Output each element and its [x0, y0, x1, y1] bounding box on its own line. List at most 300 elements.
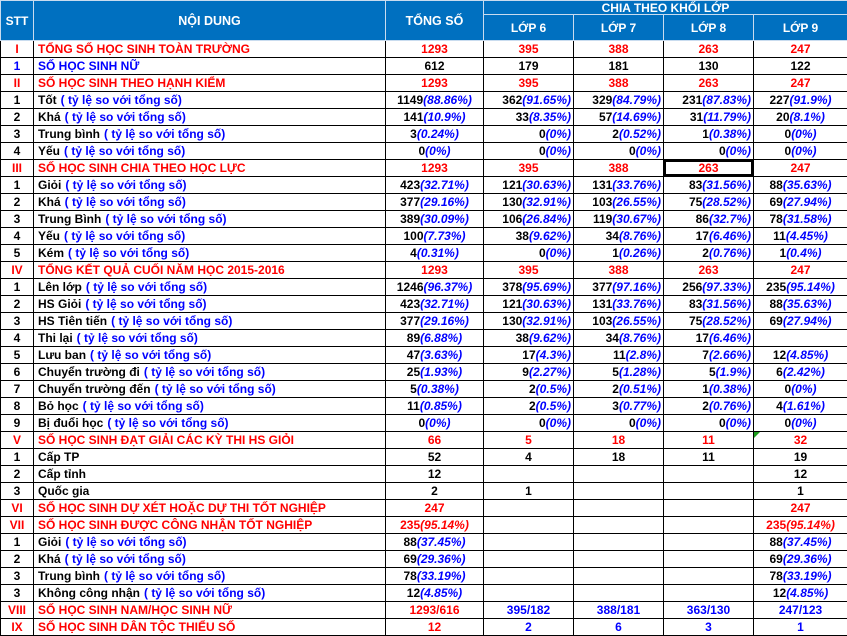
value-cell-grade-6[interactable]: 395	[484, 41, 574, 58]
row-number-cell[interactable]: 1	[1, 58, 34, 75]
value-cell-total[interactable]	[386, 143, 484, 160]
row-number-cell[interactable]: VIII	[1, 602, 34, 619]
value-cell-total[interactable]	[386, 228, 484, 245]
value-cell-grade-9[interactable]: 19	[754, 449, 847, 466]
row-label-cell[interactable]	[34, 432, 386, 449]
value-cell-grade-8[interactable]	[664, 245, 754, 262]
row-number-cell[interactable]: 1	[1, 449, 34, 466]
value-cell-grade-7[interactable]	[574, 211, 664, 228]
header-grade-9[interactable]: LỚP 9	[754, 15, 847, 41]
row-number-cell[interactable]: 1	[1, 279, 34, 296]
row-number-cell[interactable]: IX	[1, 619, 34, 636]
value-cell-grade-8[interactable]	[664, 347, 754, 364]
value-cell-grade-9[interactable]: 247	[754, 500, 847, 517]
table-row	[1, 585, 847, 602]
row-label-cell[interactable]	[34, 347, 386, 364]
value-cell-total[interactable]	[386, 347, 484, 364]
value-cell-grade-7[interactable]: 18	[574, 449, 664, 466]
value-cell-grade-8[interactable]	[664, 109, 754, 126]
value-cell-grade-6[interactable]	[484, 109, 574, 126]
row-number-cell[interactable]: 3	[1, 313, 34, 330]
value-cell-grade-8[interactable]: 130	[664, 58, 754, 75]
row-label-cell[interactable]	[34, 568, 386, 585]
table-row	[1, 126, 847, 143]
row-number-cell[interactable]: 3	[1, 585, 34, 602]
row-label-cell[interactable]	[34, 296, 386, 313]
row-label-cell[interactable]	[34, 160, 386, 177]
value-cell-grade-9[interactable]: 247/123	[754, 602, 847, 619]
count-value: 78	[403, 569, 417, 583]
count-value: 131	[592, 178, 613, 192]
value-cell-total[interactable]: 2	[386, 483, 484, 500]
value-cell-grade-7[interactable]	[574, 364, 664, 381]
value-cell-grade-9[interactable]	[754, 585, 847, 602]
value-cell-grade-9[interactable]	[754, 228, 847, 245]
row-label: Cấp TP	[38, 450, 80, 464]
value-cell-grade-8[interactable]	[664, 228, 754, 245]
row-label-cell[interactable]	[34, 279, 386, 296]
table-row	[1, 466, 847, 483]
value-cell-grade-7[interactable]	[574, 517, 664, 534]
value-cell-grade-8[interactable]: 263	[664, 262, 754, 279]
value-cell-total[interactable]	[386, 381, 484, 398]
value-cell-grade-9[interactable]	[754, 347, 847, 364]
value-cell-total[interactable]	[386, 92, 484, 109]
value-cell-grade-9[interactable]	[754, 92, 847, 109]
value-cell-grade-9[interactable]: 247	[754, 160, 847, 177]
value-cell-grade-6[interactable]	[484, 92, 574, 109]
table-row	[1, 602, 847, 619]
count-value: 11	[407, 399, 420, 413]
value-cell-grade-7[interactable]	[574, 330, 664, 347]
row-label-cell[interactable]	[34, 228, 386, 245]
count-value: 235	[766, 518, 787, 532]
row-number-cell[interactable]: 5	[1, 245, 34, 262]
value-cell-total[interactable]	[386, 585, 484, 602]
value-cell-grade-9[interactable]	[754, 177, 847, 194]
value-cell-total[interactable]	[386, 109, 484, 126]
row-number-cell[interactable]: IV	[1, 262, 34, 279]
row-label-cell[interactable]	[34, 381, 386, 398]
value-cell-grade-6[interactable]: 5	[484, 432, 574, 449]
row-number-cell[interactable]: 2	[1, 551, 34, 568]
count-value: 12	[406, 586, 421, 600]
value-cell-grade-7[interactable]	[574, 245, 664, 262]
value-cell-grade-8[interactable]	[664, 211, 754, 228]
value-cell-grade-9[interactable]	[754, 194, 847, 211]
value-cell-total[interactable]	[386, 126, 484, 143]
value-cell-total[interactable]	[386, 534, 484, 551]
row-label-cell[interactable]	[34, 534, 386, 551]
value-cell-total[interactable]	[386, 177, 484, 194]
value-cell-total[interactable]	[386, 211, 484, 228]
percent-value: (31.56%)	[702, 297, 751, 311]
value-cell-grade-8[interactable]: 263	[664, 41, 754, 58]
row-label-cell[interactable]	[34, 619, 386, 636]
value-cell-grade-7[interactable]	[574, 143, 664, 160]
value-cell-grade-6[interactable]	[484, 211, 574, 228]
row-label-cell[interactable]	[34, 415, 386, 432]
rate-note: ( tỷ lệ so với tổng số)	[65, 535, 187, 549]
value-cell-total[interactable]	[386, 245, 484, 262]
value-cell-grade-9[interactable]	[754, 143, 847, 160]
row-label-cell[interactable]	[34, 483, 386, 500]
value-cell-grade-9[interactable]	[754, 279, 847, 296]
value-cell-total[interactable]	[386, 296, 484, 313]
row-label-cell[interactable]	[34, 75, 386, 92]
value-cell-grade-7[interactable]	[574, 483, 664, 500]
percent-value: (0%)	[635, 416, 661, 430]
value-cell-grade-9[interactable]: 1	[754, 483, 847, 500]
row-label-cell[interactable]	[34, 177, 386, 194]
value-cell-grade-8[interactable]	[664, 551, 754, 568]
value-cell-grade-8[interactable]	[664, 143, 754, 160]
value-cell-total[interactable]	[386, 398, 484, 415]
value-cell-total[interactable]	[386, 415, 484, 432]
header-stt[interactable]: STT	[1, 1, 34, 41]
row-label-cell[interactable]	[34, 109, 386, 126]
value-cell-total[interactable]: 612	[386, 58, 484, 75]
header-content[interactable]: NỘI DUNG	[34, 1, 386, 41]
value-cell-total[interactable]	[386, 313, 484, 330]
row-label-cell[interactable]	[34, 449, 386, 466]
percent-value: (97.33%)	[702, 280, 751, 294]
value-cell-grade-8[interactable]	[664, 330, 754, 347]
row-number-cell[interactable]: VII	[1, 517, 34, 534]
row-label-cell[interactable]	[34, 126, 386, 143]
row-label-cell[interactable]	[34, 262, 386, 279]
value-cell-grade-6[interactable]: 395	[484, 262, 574, 279]
row-label-cell[interactable]	[34, 398, 386, 415]
table-row	[1, 432, 847, 449]
value-cell-grade-8[interactable]	[664, 466, 754, 483]
value-cell-grade-6[interactable]	[484, 585, 574, 602]
value-cell-grade-7[interactable]	[574, 313, 664, 330]
value-cell-grade-7[interactable]	[574, 347, 664, 364]
value-cell-grade-6[interactable]	[484, 143, 574, 160]
value-cell-grade-6[interactable]	[484, 568, 574, 585]
row-number-cell[interactable]: 1	[1, 177, 34, 194]
value-cell-total[interactable]	[386, 330, 484, 347]
row-number-cell[interactable]: 9	[1, 415, 34, 432]
value-cell-grade-6[interactable]	[484, 177, 574, 194]
value-cell-grade-7[interactable]: 388	[574, 41, 664, 58]
percent-value: (0.52%)	[618, 127, 661, 141]
value-cell-grade-8[interactable]	[664, 296, 754, 313]
row-label-cell[interactable]	[34, 41, 386, 58]
value-cell-grade-8[interactable]	[664, 381, 754, 398]
value-cell-grade-7[interactable]	[574, 398, 664, 415]
value-cell-grade-9[interactable]: 32	[754, 432, 847, 449]
value-cell-grade-9[interactable]	[754, 415, 847, 432]
value-cell-grade-6[interactable]	[484, 194, 574, 211]
row-label: TỔNG SỐ HỌC SINH TOÀN TRƯỜNG	[38, 42, 250, 56]
row-label-cell[interactable]	[34, 194, 386, 211]
row-number-cell[interactable]: 7	[1, 381, 34, 398]
value-cell-grade-8[interactable]: 11	[664, 432, 754, 449]
value-cell-grade-6[interactable]	[484, 415, 574, 432]
value-cell-grade-7[interactable]	[574, 109, 664, 126]
row-label-cell[interactable]	[34, 500, 386, 517]
count-value: 88	[769, 178, 783, 192]
percent-value: (95.69%)	[522, 280, 571, 294]
value-cell-grade-7[interactable]: 388	[574, 262, 664, 279]
row-label-cell[interactable]	[34, 92, 386, 109]
count-value: 0	[718, 416, 726, 430]
value-cell-grade-9[interactable]: 122	[754, 58, 847, 75]
row-number-cell[interactable]: 5	[1, 347, 34, 364]
count-value: 89	[406, 331, 421, 345]
count-value: 69	[769, 195, 783, 209]
value-cell-grade-8[interactable]	[664, 517, 754, 534]
value-cell-grade-6[interactable]	[484, 296, 574, 313]
value-cell-grade-9[interactable]	[754, 126, 847, 143]
value-cell-total[interactable]	[386, 568, 484, 585]
value-cell-grade-9[interactable]: 12	[754, 466, 847, 483]
value-cell-grade-6[interactable]	[484, 517, 574, 534]
value-cell-grade-7[interactable]	[574, 585, 664, 602]
value-cell-grade-6[interactable]: 179	[484, 58, 574, 75]
row-label-cell[interactable]	[34, 551, 386, 568]
value-cell-grade-9[interactable]	[754, 211, 847, 228]
row-number-cell[interactable]: I	[1, 41, 34, 58]
value-cell-total[interactable]	[386, 517, 484, 534]
value-cell-grade-6[interactable]	[484, 347, 574, 364]
percent-value: (30.63%)	[522, 178, 571, 192]
row-number-cell[interactable]: 2	[1, 194, 34, 211]
value-cell-grade-6[interactable]	[484, 228, 574, 245]
value-cell-grade-7[interactable]	[574, 568, 664, 585]
row-number-cell[interactable]: 2	[1, 466, 34, 483]
row-label: Giỏi	[38, 178, 62, 192]
count-value: 69	[403, 552, 417, 566]
value-cell-grade-8[interactable]	[664, 194, 754, 211]
value-cell-grade-8[interactable]	[664, 585, 754, 602]
value-cell-grade-8[interactable]: 263	[664, 160, 754, 177]
value-cell-grade-7[interactable]: 6	[574, 619, 664, 636]
value-cell-grade-8[interactable]	[664, 568, 754, 585]
row-label: SỐ HỌC SINH ĐƯỢC CÔNG NHẬN TỐT NGHIỆP	[38, 518, 313, 532]
value-cell-grade-6[interactable]: 395	[484, 160, 574, 177]
row-number-cell[interactable]: 6	[1, 364, 34, 381]
value-cell-grade-9[interactable]: 1	[754, 619, 847, 636]
count-value: 2	[528, 399, 536, 413]
value-cell-grade-7[interactable]: 388/181	[574, 602, 664, 619]
value-cell-grade-6[interactable]	[484, 313, 574, 330]
value-cell-total[interactable]	[386, 279, 484, 296]
value-cell-grade-9[interactable]	[754, 534, 847, 551]
value-cell-grade-7[interactable]	[574, 466, 664, 483]
value-cell-grade-8[interactable]	[664, 534, 754, 551]
header-grade-8[interactable]: LỚP 8	[664, 15, 754, 41]
value-cell-grade-9[interactable]: 247	[754, 262, 847, 279]
header-total[interactable]: TỔNG SỐ	[386, 1, 484, 41]
percent-value: (2.27%)	[528, 365, 571, 379]
row-number-cell[interactable]: 3	[1, 483, 34, 500]
value-cell-grade-8[interactable]	[664, 177, 754, 194]
rate-note: ( tỷ lệ so với tổng số)	[64, 552, 186, 566]
value-cell-grade-6[interactable]	[484, 398, 574, 415]
value-cell-grade-6[interactable]: 4	[484, 449, 574, 466]
value-cell-grade-8[interactable]	[664, 415, 754, 432]
row-number-cell[interactable]: 3	[1, 211, 34, 228]
rate-note: ( tỷ lệ so với tổng số)	[68, 246, 190, 260]
count-value: 235	[400, 518, 421, 532]
row-number-cell[interactable]: 3	[1, 126, 34, 143]
value-cell-grade-7[interactable]: 388	[574, 160, 664, 177]
row-number-cell[interactable]: 8	[1, 398, 34, 415]
row-label: Trung bình	[38, 127, 100, 141]
value-cell-grade-8[interactable]	[664, 398, 754, 415]
row-label: Yếu	[38, 144, 61, 158]
percent-value: (0.5%)	[535, 382, 571, 396]
count-value: 78	[769, 569, 783, 583]
value-cell-total[interactable]: 12	[386, 466, 484, 483]
row-label: SỐ HỌC SINH THEO HẠNH KIỂM	[38, 76, 226, 90]
row-number-cell[interactable]: II	[1, 75, 34, 92]
value-cell-grade-9[interactable]	[754, 517, 847, 534]
value-cell-total[interactable]: 1293/616	[386, 602, 484, 619]
value-cell-grade-6[interactable]	[484, 534, 574, 551]
value-cell-grade-8[interactable]	[664, 92, 754, 109]
value-cell-total[interactable]: 1293	[386, 160, 484, 177]
value-cell-total[interactable]: 66	[386, 432, 484, 449]
value-cell-grade-7[interactable]	[574, 381, 664, 398]
header-grade-group[interactable]: CHIA THEO KHỐI LỚP	[484, 1, 847, 15]
row-label-cell[interactable]	[34, 585, 386, 602]
row-label-cell[interactable]	[34, 466, 386, 483]
value-cell-grade-9[interactable]	[754, 330, 847, 347]
value-cell-grade-7[interactable]	[574, 279, 664, 296]
value-cell-total[interactable]: 1293	[386, 75, 484, 92]
percent-value: (28.52%)	[702, 314, 751, 328]
value-cell-total[interactable]: 247	[386, 500, 484, 517]
value-cell-grade-7[interactable]	[574, 228, 664, 245]
value-cell-grade-7[interactable]	[574, 92, 664, 109]
value-cell-grade-9[interactable]	[754, 245, 847, 262]
value-cell-grade-8[interactable]: 3	[664, 619, 754, 636]
value-cell-grade-8[interactable]	[664, 483, 754, 500]
value-cell-grade-8[interactable]	[664, 500, 754, 517]
value-cell-grade-9[interactable]: 247	[754, 75, 847, 92]
row-label-cell[interactable]	[34, 143, 386, 160]
value-cell-grade-9[interactable]	[754, 296, 847, 313]
percent-value: (3.63%)	[420, 348, 463, 362]
value-cell-grade-8[interactable]: 263	[664, 75, 754, 92]
value-cell-total[interactable]: 52	[386, 449, 484, 466]
value-cell-grade-7[interactable]	[574, 534, 664, 551]
value-cell-total[interactable]: 12	[386, 619, 484, 636]
value-cell-grade-9[interactable]	[754, 568, 847, 585]
row-number-cell[interactable]: 4	[1, 228, 34, 245]
value-cell-grade-7[interactable]	[574, 500, 664, 517]
row-number-cell[interactable]: 1	[1, 92, 34, 109]
value-cell-grade-8[interactable]: 11	[664, 449, 754, 466]
value-cell-total[interactable]	[386, 364, 484, 381]
value-cell-grade-8[interactable]	[664, 364, 754, 381]
value-cell-grade-8[interactable]	[664, 313, 754, 330]
value-cell-grade-6[interactable]	[484, 500, 574, 517]
header-grade-6[interactable]: LỚP 6	[484, 15, 574, 41]
row-number-cell[interactable]: 1	[1, 534, 34, 551]
value-cell-grade-6[interactable]	[484, 466, 574, 483]
value-cell-grade-9[interactable]	[754, 313, 847, 330]
percent-value: (1.61%)	[782, 399, 825, 413]
row-label-cell[interactable]	[34, 602, 386, 619]
row-number-cell[interactable]: V	[1, 432, 34, 449]
row-label-cell[interactable]	[34, 517, 386, 534]
value-cell-grade-6[interactable]: 2	[484, 619, 574, 636]
value-cell-grade-9[interactable]	[754, 398, 847, 415]
value-cell-grade-7[interactable]	[574, 177, 664, 194]
value-cell-grade-8[interactable]	[664, 126, 754, 143]
value-cell-grade-7[interactable]	[574, 296, 664, 313]
row-number-cell[interactable]: III	[1, 160, 34, 177]
value-cell-grade-6[interactable]	[484, 126, 574, 143]
count-value: 329	[592, 93, 613, 107]
row-label: Giỏi	[38, 535, 62, 549]
value-cell-total[interactable]: 1293	[386, 41, 484, 58]
value-cell-grade-6[interactable]	[484, 381, 574, 398]
row-label-cell[interactable]	[34, 364, 386, 381]
value-cell-grade-6[interactable]	[484, 279, 574, 296]
row-label-cell[interactable]	[34, 245, 386, 262]
value-cell-total[interactable]: 1293	[386, 262, 484, 279]
value-cell-grade-9[interactable]	[754, 109, 847, 126]
value-cell-grade-7[interactable]	[574, 126, 664, 143]
value-cell-grade-8[interactable]	[664, 279, 754, 296]
row-number-cell[interactable]: 3	[1, 568, 34, 585]
value-cell-grade-7[interactable]	[574, 194, 664, 211]
value-cell-grade-6[interactable]: 1	[484, 483, 574, 500]
value-cell-grade-9[interactable]: 247	[754, 41, 847, 58]
row-number-cell[interactable]: VI	[1, 500, 34, 517]
row-label-cell[interactable]	[34, 313, 386, 330]
value-cell-grade-6[interactable]	[484, 245, 574, 262]
value-cell-grade-9[interactable]	[754, 381, 847, 398]
row-number-cell[interactable]: 2	[1, 109, 34, 126]
row-label: SỐ HỌC SINH CHIA THEO HỌC LỰC	[38, 161, 246, 175]
value-cell-grade-6[interactable]: 395/182	[484, 602, 574, 619]
row-label-cell[interactable]	[34, 58, 386, 75]
value-cell-grade-7[interactable]	[574, 415, 664, 432]
header-grade-7[interactable]: LỚP 7	[574, 15, 664, 41]
row-number-cell[interactable]: 4	[1, 143, 34, 160]
percent-value: (31.58%)	[782, 212, 832, 226]
value-cell-total[interactable]	[386, 194, 484, 211]
value-cell-grade-9[interactable]	[754, 551, 847, 568]
value-cell-grade-8[interactable]: 363/130	[664, 602, 754, 619]
value-cell-grade-7[interactable]: 18	[574, 432, 664, 449]
value-cell-grade-9[interactable]	[754, 364, 847, 381]
value-cell-grade-7[interactable]: 181	[574, 58, 664, 75]
value-cell-grade-6[interactable]: 395	[484, 75, 574, 92]
row-label-cell[interactable]	[34, 211, 386, 228]
value-cell-grade-7[interactable]: 388	[574, 75, 664, 92]
table-row	[1, 347, 847, 364]
row-number-cell[interactable]: 2	[1, 296, 34, 313]
row-label-cell[interactable]	[34, 330, 386, 347]
value-cell-grade-6[interactable]	[484, 364, 574, 381]
value-cell-grade-6[interactable]	[484, 551, 574, 568]
value-cell-total[interactable]	[386, 551, 484, 568]
percent-value: (37.45%)	[782, 535, 832, 549]
count-value: 0	[628, 416, 636, 430]
value-cell-grade-6[interactable]	[484, 330, 574, 347]
row-number-cell[interactable]: 4	[1, 330, 34, 347]
row-label: Khá	[38, 552, 61, 566]
value-cell-grade-7[interactable]	[574, 551, 664, 568]
